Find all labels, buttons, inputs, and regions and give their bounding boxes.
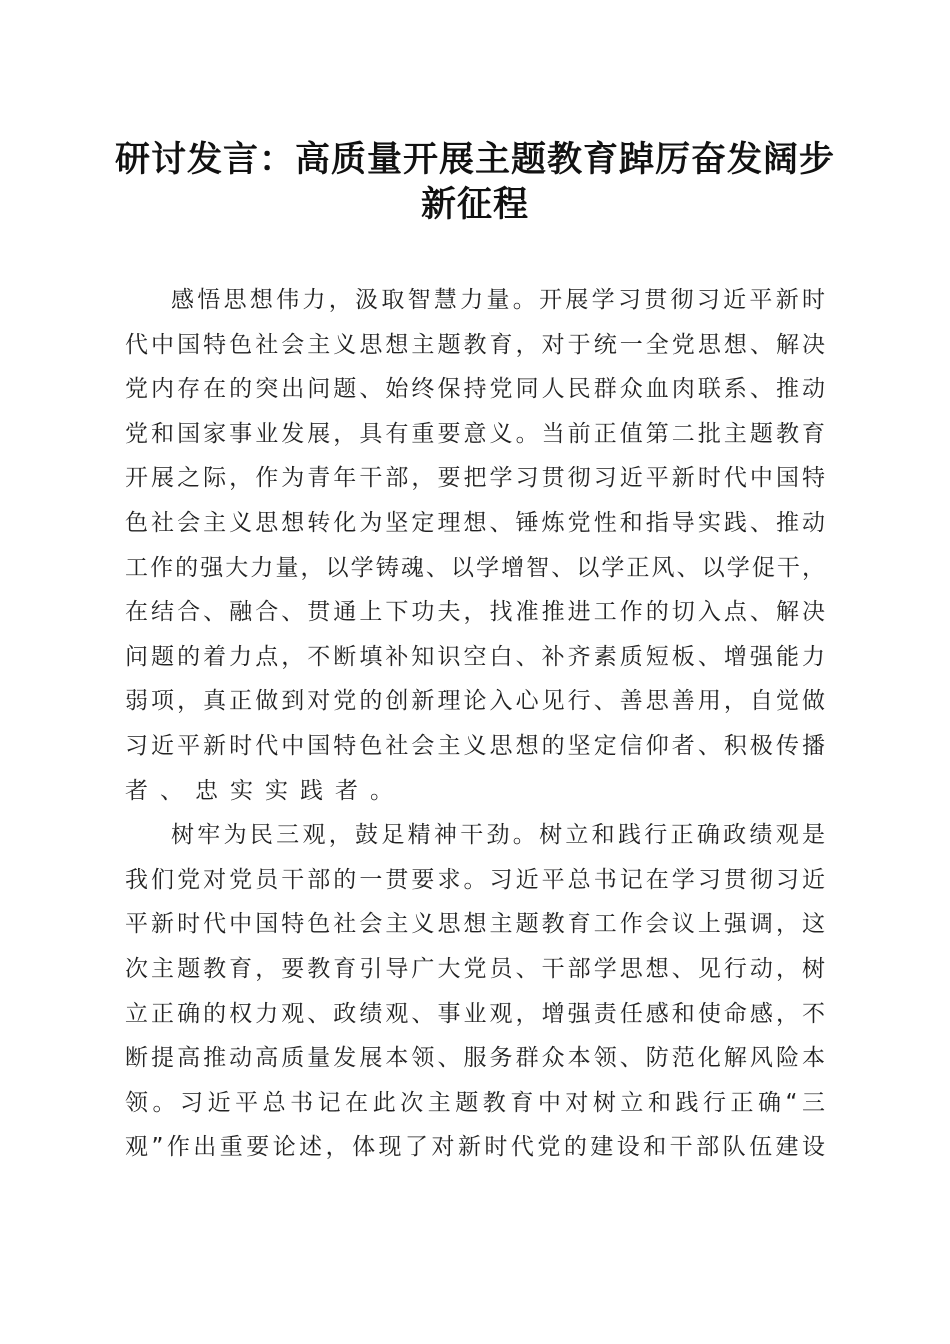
- paragraph-1-line: 习近平新时代中国特色社会主义思想的坚定信仰者、积极传播: [125, 732, 825, 759]
- paragraph-2-line: 立正确的权力观、政绩观、事业观，增强责任感和使命感，不: [125, 1000, 825, 1027]
- paragraph-2-line: 树牢为民三观，鼓足精神干劲。树立和践行正确政绩观是: [171, 822, 825, 849]
- paragraph-1-line: 工作的强大力量，以学铸魂、以学增智、以学正风、以学促干，: [125, 554, 825, 581]
- paragraph-1-line: 开展之际，作为青年干部，要把学习贯彻习近平新时代中国特: [125, 465, 825, 492]
- paragraph-1-line: 在结合、融合、贯通上下功夫，找准推进工作的切入点、解决: [125, 599, 825, 626]
- paragraph-1-line: 问题的着力点，不断填补知识空白、补齐素质短板、增强能力: [125, 643, 825, 670]
- paragraph-1-line: 党内存在的突出问题、始终保持党同人民群众血肉联系、推动: [125, 376, 825, 403]
- paragraph-1-line: 弱项，真正做到对党的创新理论入心见行、善思善用，自觉做: [125, 688, 825, 715]
- document-title-line-1: 研讨发言：高质量开展主题教育踔厉奋发阔步: [114, 139, 835, 180]
- paragraph-2-line: 我们党对党员干部的一贯要求。习近平总书记在学习贯彻习近: [125, 866, 825, 893]
- paragraph-2-line: 平新时代中国特色社会主义思想主题教育工作会议上强调，这: [125, 911, 825, 938]
- paragraph-2-line: 观”作出重要论述，体现了对新时代党的建设和干部队伍建设: [125, 1134, 825, 1161]
- paragraph-2-line: 领。习近平总书记在此次主题教育中对树立和践行正确“三: [125, 1089, 825, 1116]
- paragraph-1-line: 色社会主义思想转化为坚定理想、锤炼党性和指导实践、推动: [125, 509, 825, 536]
- paragraph-1-line: 代中国特色社会主义思想主题教育，对于统一全党思想、解决: [125, 331, 825, 358]
- paragraph-2-line: 断提高推动高质量发展本领、服务群众本领、防范化解风险本: [125, 1045, 825, 1072]
- document-body: [125, 278, 825, 1170]
- paragraph-2-line: 次主题教育，要教育引导广大党员、干部学思想、见行动，树: [125, 955, 825, 982]
- document-title-line-2: 新征程: [420, 184, 529, 225]
- paragraph-1-line: 党和国家事业发展，具有重要意义。当前正值第二批主题教育: [125, 420, 825, 447]
- paragraph-1-line: 者、忠实实践者。: [125, 777, 405, 804]
- paragraph-1-line: 感悟思想伟力，汲取智慧力量。开展学习贯彻习近平新时: [171, 287, 825, 313]
